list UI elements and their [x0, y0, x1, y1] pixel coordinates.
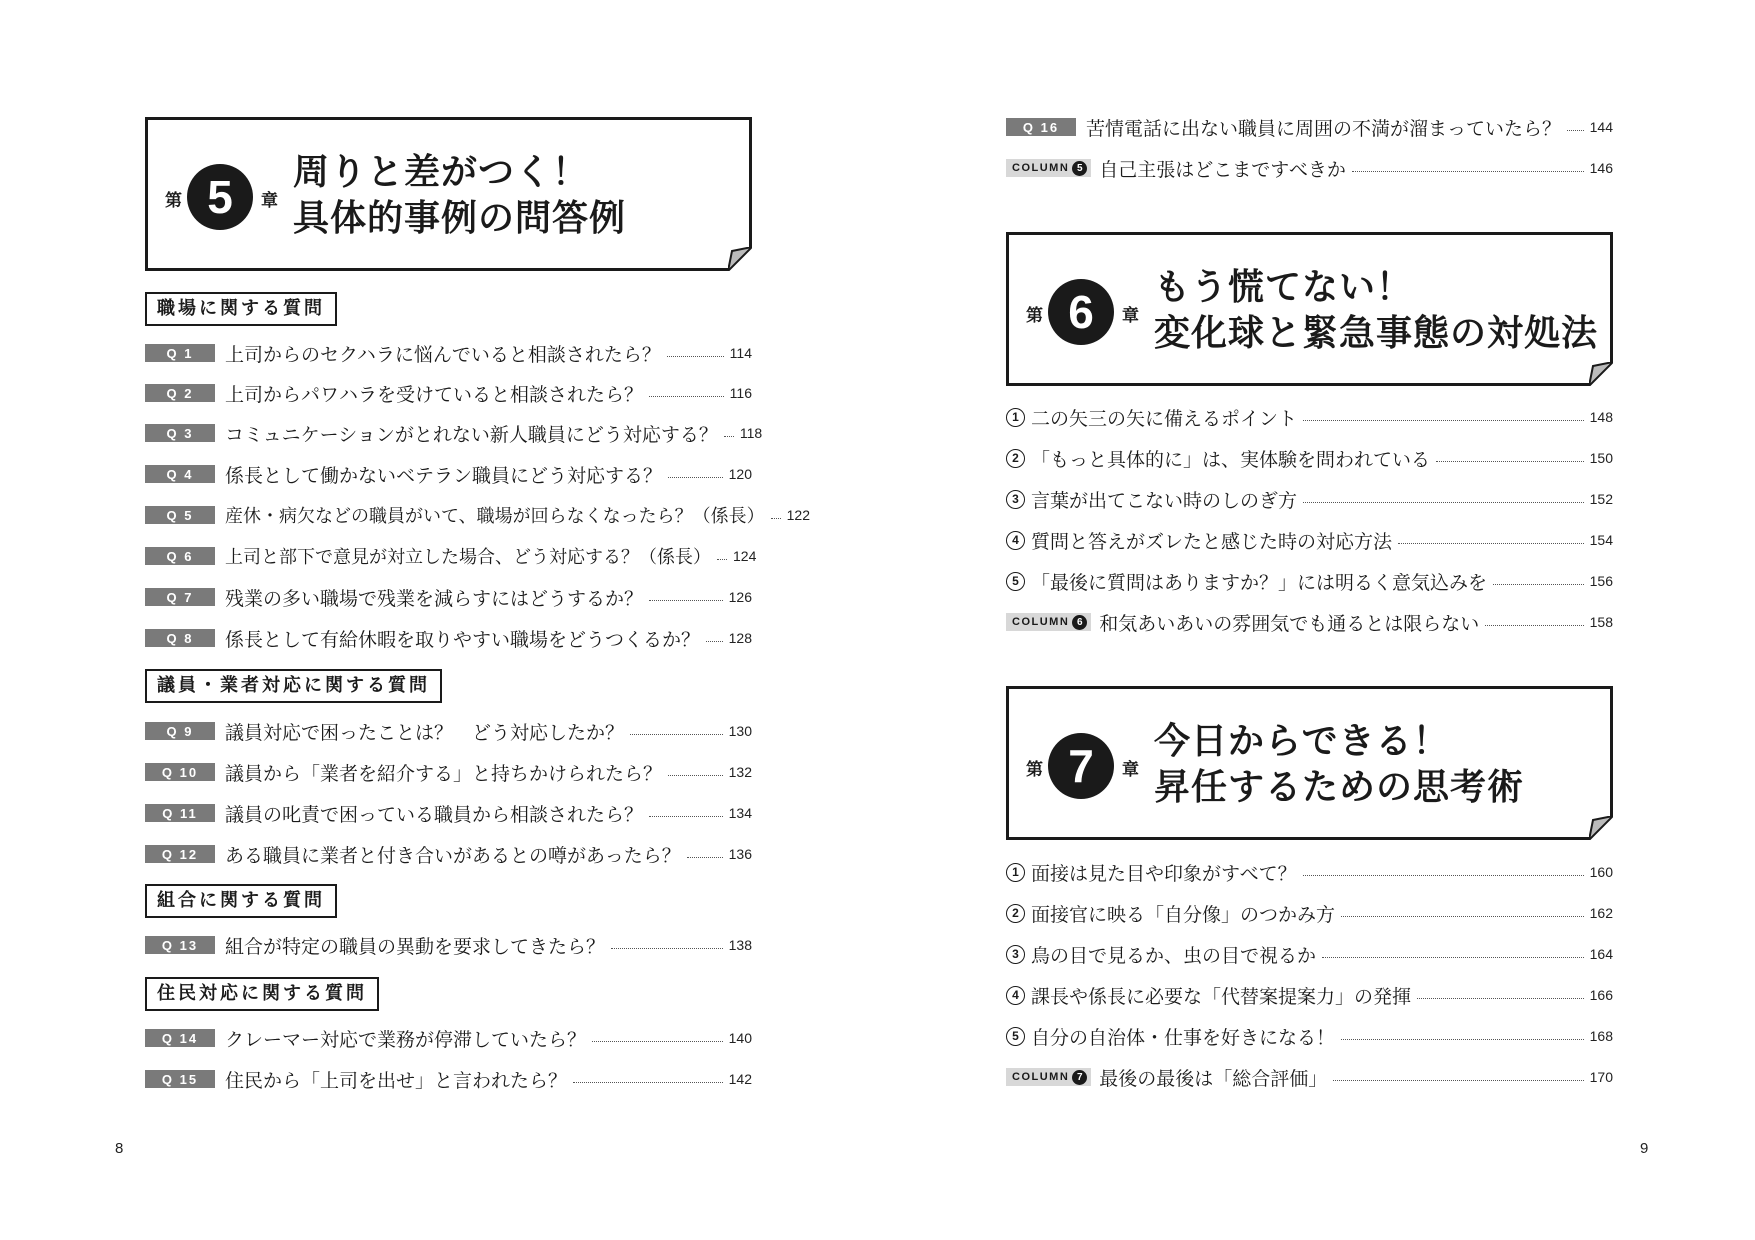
question-badge: Q 2	[145, 384, 215, 402]
toc-entry[interactable]	[1006, 982, 1613, 1008]
toc-entry[interactable]	[145, 932, 752, 958]
page-number: 156	[1589, 573, 1613, 589]
chapter-title-line2: 昇任するための思考術	[1154, 767, 1525, 808]
entry-title: 上司と部下で意見が対立した場合、どう対応する？（係長）	[225, 547, 711, 568]
dot-leader	[1322, 956, 1584, 958]
item-number: 5	[1006, 572, 1025, 591]
column-label: COLUMN	[1012, 162, 1070, 174]
entry-title: 「最後に質問はありますか？」には明るく意気込みを	[1031, 571, 1488, 594]
entry-title: 「もっと具体的に」は、実体験を問われている	[1031, 448, 1431, 471]
entry-title: 面接は見た目や印象がすべて？	[1031, 862, 1297, 885]
dot-leader	[592, 1040, 723, 1042]
column-number: 7	[1072, 1070, 1087, 1085]
page-number: 152	[1589, 491, 1613, 507]
chapter-title	[1154, 719, 1524, 811]
dot-leader	[1303, 501, 1584, 503]
column-number: 6	[1072, 615, 1087, 630]
entry-title: 自分の自治体・仕事を好きになる！	[1031, 1026, 1336, 1049]
question-badge: Q 3	[145, 424, 215, 442]
entry-title: 組合が特定の職員の異動を要求してきたら？	[225, 935, 606, 958]
entry-title: 自己主張はどこまですべきか	[1099, 158, 1346, 181]
toc-entry[interactable]	[145, 718, 752, 744]
entry-title: 係長として有給休暇を取りやすい職場をどうつくるか？	[225, 628, 701, 651]
entry-title: 和気あいあいの雰囲気でも通るとは限らない	[1099, 612, 1480, 635]
question-badge: Q 13	[145, 936, 215, 954]
toc-entry[interactable]	[145, 1066, 752, 1092]
page-number: 114	[729, 345, 752, 361]
dot-leader	[573, 1081, 723, 1083]
page-number: 138	[728, 937, 752, 953]
toc-entry[interactable]	[1006, 114, 1613, 140]
page-curl-icon	[728, 247, 752, 271]
item-number: 4	[1006, 986, 1025, 1005]
entry-title: 最後の最後は「総合評価」	[1099, 1067, 1328, 1090]
page-number: 166	[1589, 987, 1613, 1003]
entry-title: 二の矢三の矢に備えるポイント	[1031, 407, 1298, 430]
dot-leader	[611, 947, 723, 949]
chapter-prefix: 第	[1026, 760, 1043, 780]
dot-leader	[706, 640, 723, 642]
dot-leader	[1341, 915, 1584, 917]
toc-entry[interactable]	[1006, 941, 1613, 967]
page-number: 170	[1589, 1069, 1613, 1085]
dot-leader	[717, 558, 727, 560]
chapter-5-heading	[145, 117, 752, 271]
chapter-7-heading	[1006, 686, 1613, 840]
toc-entry[interactable]	[1006, 445, 1613, 471]
column-number: 5	[1072, 161, 1087, 176]
item-number: 2	[1006, 904, 1025, 923]
question-badge: Q 8	[145, 629, 215, 647]
page-number: 164	[1589, 946, 1613, 962]
toc-entry-column[interactable]	[1006, 155, 1613, 181]
page-number: 154	[1589, 532, 1613, 548]
page-number: 144	[1589, 119, 1613, 135]
question-badge: Q 16	[1006, 118, 1076, 136]
chapter-prefix: 第	[1026, 306, 1043, 326]
item-number: 2	[1006, 449, 1025, 468]
page-number: 146	[1589, 160, 1613, 176]
question-badge: Q 11	[145, 804, 215, 822]
right-page	[878, 0, 1755, 1240]
page-number: 130	[728, 723, 752, 739]
toc-entry[interactable]	[145, 420, 763, 446]
chapter-title-line1: 周りと差がつく！	[293, 152, 590, 193]
toc-entry[interactable]	[145, 340, 752, 366]
item-number: 5	[1006, 1027, 1025, 1046]
page-number: 150	[1589, 450, 1613, 466]
page-number: 132	[728, 764, 752, 780]
dot-leader	[1352, 170, 1584, 172]
dot-leader	[668, 476, 723, 478]
toc-entry[interactable]	[1006, 404, 1613, 430]
chapter-6-heading	[1006, 232, 1613, 386]
entry-title: 議員から「業者を紹介する」と持ちかけられたら？	[225, 762, 663, 785]
toc-entry[interactable]	[145, 841, 752, 867]
dot-leader	[1333, 1079, 1583, 1081]
dot-leader	[1567, 129, 1584, 131]
section-label-councilor: 議員・業者対応に関する質問	[145, 669, 442, 703]
section-label-union: 組合に関する質問	[145, 884, 337, 918]
entry-title: 産休・病欠などの職員がいて、職場が回らなくなったら？（係長）	[225, 506, 765, 527]
page-curl-icon	[1589, 816, 1613, 840]
entry-title: コミュニケーションがとれない新人職員にどう対応する？	[225, 423, 718, 446]
dot-leader	[1417, 997, 1584, 999]
chapter-number-badge: 5	[187, 164, 253, 230]
toc-entry[interactable]	[1006, 527, 1613, 553]
entry-title: 面接官に映る「自分像」のつかみ方	[1031, 903, 1336, 926]
page-number: 118	[739, 425, 763, 441]
chapter-suffix: 章	[1122, 306, 1139, 326]
toc-entry[interactable]	[1006, 486, 1613, 512]
entry-title: 上司からパワハラを受けていると相談されたら？	[225, 383, 644, 406]
dot-leader	[1485, 624, 1583, 626]
chapter-title-line1: もう慌てない！	[1154, 267, 1414, 308]
question-badge: Q 4	[145, 465, 215, 483]
entry-title: ある職員に業者と付き合いがあるとの噂があったら？	[225, 844, 681, 867]
page-curl-icon	[1589, 362, 1613, 386]
item-number: 3	[1006, 945, 1025, 964]
page-folio-right: 9	[1640, 1140, 1649, 1157]
item-number: 4	[1006, 531, 1025, 550]
chapter-number-badge: 6	[1048, 279, 1114, 345]
chapter-number-badge: 7	[1048, 733, 1114, 799]
question-badge: Q 10	[145, 763, 215, 781]
page-number: 124	[733, 548, 757, 564]
dot-leader	[649, 815, 723, 817]
toc-entry[interactable]	[145, 759, 752, 785]
toc-entry[interactable]	[145, 625, 752, 651]
chapter-title-line1: 今日からできる！	[1154, 721, 1450, 762]
dot-leader	[1493, 583, 1584, 585]
question-badge: Q 12	[145, 845, 215, 863]
toc-entry[interactable]	[145, 800, 752, 826]
item-number: 1	[1006, 863, 1025, 882]
dot-leader	[649, 395, 724, 397]
question-badge: Q 6	[145, 547, 215, 565]
column-label: COLUMN	[1012, 1071, 1070, 1083]
question-badge: Q 7	[145, 588, 215, 606]
dot-leader	[1436, 460, 1584, 462]
dot-leader	[649, 599, 723, 601]
dot-leader	[668, 774, 723, 776]
entry-title: クレーマー対応で業務が停滞していたら？	[225, 1028, 587, 1051]
page-number: 120	[728, 466, 752, 482]
toc-entry[interactable]	[145, 1025, 752, 1051]
column-label: COLUMN	[1012, 616, 1070, 628]
entry-title: 課長や係長に必要な「代替案提案力」の発揮	[1031, 985, 1412, 1008]
dot-leader	[1303, 419, 1584, 421]
page-number: 148	[1589, 409, 1613, 425]
entry-title: 鳥の目で見るか、虫の目で視るか	[1031, 944, 1317, 967]
toc-entry[interactable]	[145, 461, 752, 487]
toc-entry-column[interactable]	[1006, 1064, 1613, 1090]
page-number: 128	[728, 630, 752, 646]
entry-title: 議員の叱責で困っている職員から相談されたら？	[225, 803, 644, 826]
chapter-suffix: 章	[1122, 760, 1139, 780]
column-badge	[1006, 613, 1091, 631]
dot-leader	[1303, 874, 1584, 876]
page-number: 162	[1589, 905, 1613, 921]
question-badge: Q 14	[145, 1029, 215, 1047]
dot-leader	[687, 856, 723, 858]
question-badge: Q 15	[145, 1070, 215, 1088]
column-badge	[1006, 1068, 1091, 1086]
entry-title: 残業の多い職場で残業を減らすにはどうするか？	[225, 587, 644, 610]
column-badge	[1006, 159, 1091, 177]
toc-entry[interactable]	[1006, 1023, 1613, 1049]
toc-entry[interactable]	[1006, 859, 1613, 885]
toc-entry[interactable]	[145, 543, 757, 569]
toc-entry[interactable]	[1006, 568, 1613, 594]
page-number: 158	[1589, 614, 1613, 630]
toc-entry[interactable]	[145, 502, 810, 528]
chapter-title	[293, 150, 626, 242]
question-badge: Q 5	[145, 506, 215, 524]
question-badge: Q 9	[145, 722, 215, 740]
dot-leader	[1398, 542, 1584, 544]
entry-title: 苦情電話に出ない職員に周囲の不満が溜まっていたら？	[1086, 117, 1562, 140]
item-number: 1	[1006, 408, 1025, 427]
dot-leader	[667, 355, 724, 357]
page-number: 168	[1589, 1028, 1613, 1044]
question-badge: Q 1	[145, 344, 215, 362]
dot-leader	[724, 435, 734, 437]
page-number: 122	[786, 507, 810, 523]
chapter-title-line2: 具体的事例の問答例	[293, 198, 627, 239]
entry-title: 上司からのセクハラに悩んでいると相談されたら？	[225, 343, 661, 366]
page-number: 140	[728, 1030, 752, 1046]
page-number: 126	[728, 589, 752, 605]
toc-entry[interactable]	[145, 380, 752, 406]
dot-leader	[1341, 1038, 1584, 1040]
section-label-residents: 住民対応に関する質問	[145, 977, 379, 1011]
toc-entry[interactable]	[1006, 900, 1613, 926]
entry-title: 議員対応で困ったことは？ どう対応したか？	[225, 721, 625, 744]
page-number: 142	[728, 1071, 752, 1087]
section-label-workplace: 職場に関する質問	[145, 292, 337, 326]
entry-title: 質問と答えがズレたと感じた時の対応方法	[1031, 530, 1393, 553]
chapter-suffix: 章	[261, 191, 278, 211]
toc-entry-column[interactable]	[1006, 609, 1613, 635]
page-number: 134	[728, 805, 752, 821]
chapter-title-line2: 変化球と緊急事態の対処法	[1154, 313, 1599, 354]
chapter-title	[1154, 265, 1598, 357]
dot-leader	[771, 517, 781, 519]
chapter-prefix: 第	[165, 191, 182, 211]
entry-title: 言葉が出てこない時のしのぎ方	[1031, 489, 1298, 512]
toc-entry[interactable]	[145, 584, 752, 610]
dot-leader	[630, 733, 723, 735]
page-number: 136	[728, 846, 752, 862]
item-number: 3	[1006, 490, 1025, 509]
page-folio-left: 8	[115, 1140, 124, 1157]
entry-title: 係長として働かないベテラン職員にどう対応する？	[225, 464, 663, 487]
page-number: 160	[1589, 864, 1613, 880]
entry-title: 住民から「上司を出せ」と言われたら？	[225, 1069, 568, 1092]
page-number: 116	[729, 385, 752, 401]
